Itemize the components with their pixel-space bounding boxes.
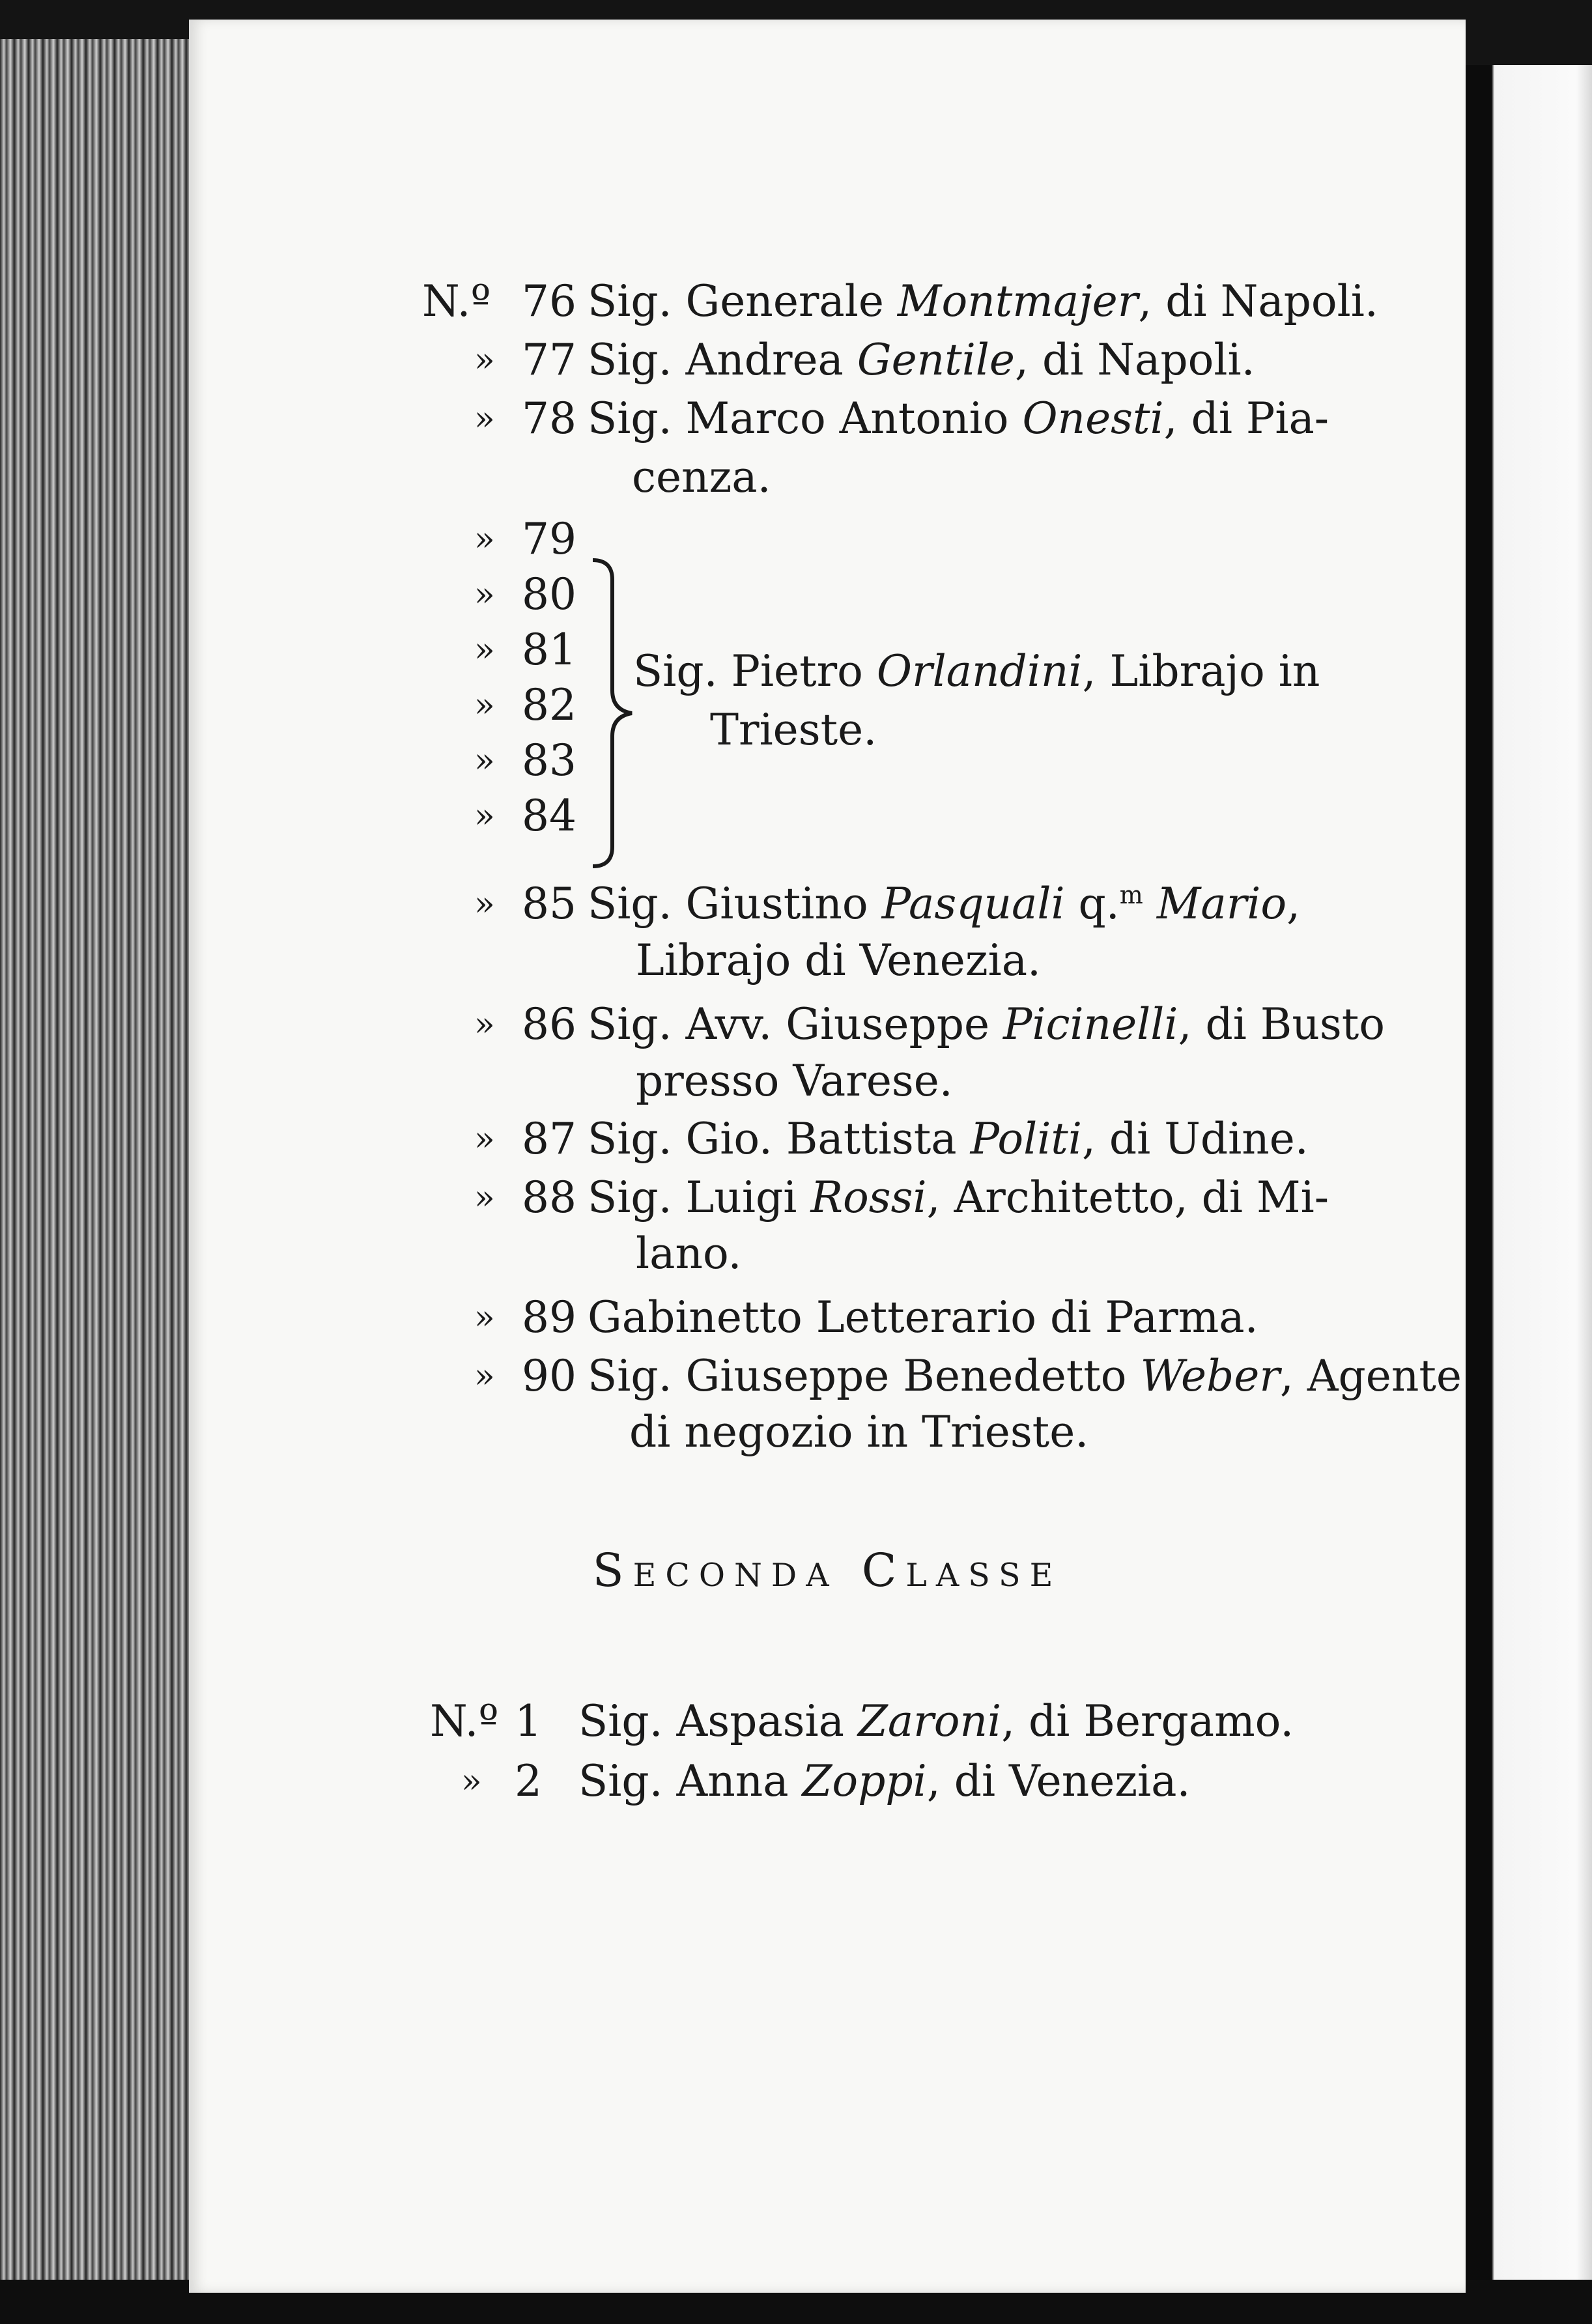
- entry-text: Sig. Marco Antonio Onesti, di Pia-: [588, 393, 1329, 444]
- ditto-mark: »: [474, 520, 495, 559]
- entry-text: Sig. Avv. Giuseppe Picinelli, di Busto: [588, 999, 1385, 1049]
- grouped-entry-text: Sig. Pietro Orlandini, Librajo in: [633, 646, 1320, 696]
- ditto-mark: »: [474, 1178, 495, 1217]
- entry-prefix: N.º: [430, 1696, 499, 1746]
- entry-number: 83: [522, 735, 576, 786]
- entry-text: Sig. Aspasia Zaroni, di Bergamo.: [578, 1696, 1294, 1746]
- book-page-edges: [0, 39, 189, 2280]
- entry-number: 1: [515, 1696, 542, 1746]
- entry-number: 76: [522, 276, 576, 326]
- entry-text: Sig. Gio. Battista Politi, di Udine.: [588, 1114, 1309, 1164]
- entry-text: Sig. Andrea Gentile, di Napoli.: [588, 335, 1255, 385]
- entry-text: Sig. Luigi Rossi, Architetto, di Mi-: [588, 1172, 1329, 1223]
- entry-continuation: Librajo di Venezia.: [636, 935, 1042, 985]
- subscriber-list: [189, 20, 1466, 2293]
- entry-number: 90: [522, 1351, 576, 1401]
- entry-continuation: presso Varese.: [636, 1056, 953, 1106]
- facing-page-edge: [1466, 65, 1592, 2306]
- ditto-mark: »: [461, 1762, 482, 1801]
- section-heading: Seconda Classe: [592, 1544, 1062, 1597]
- entry-continuation: cenza.: [632, 452, 771, 502]
- ditto-mark: »: [474, 686, 495, 725]
- ditto-mark: »: [474, 797, 495, 836]
- entry-number: 86: [522, 999, 576, 1049]
- entry-number: 82: [522, 680, 576, 730]
- ditto-mark: »: [474, 575, 495, 614]
- ditto-mark: »: [474, 1005, 495, 1044]
- entry-number: 2: [515, 1756, 542, 1806]
- entry-text: Sig. Giustino Pasquali q.$^m$ Mario,: [588, 879, 1301, 929]
- ditto-mark: »: [474, 885, 495, 924]
- entry-number: 88: [522, 1172, 576, 1223]
- ditto-mark: »: [474, 1357, 495, 1396]
- entry-number: 77: [522, 335, 576, 385]
- ditto-mark: »: [474, 741, 495, 780]
- entry-text: Sig. Generale Montmajer, di Napoli.: [588, 276, 1378, 326]
- entry-text: Sig. Giuseppe Benedetto Weber, Agente: [588, 1351, 1462, 1401]
- grouped-entry-continuation: Trieste.: [710, 705, 877, 755]
- entry-number: 78: [522, 393, 576, 444]
- ditto-mark: »: [474, 1298, 495, 1337]
- entry-prefix: N.º: [422, 276, 491, 326]
- entry-number: 80: [522, 569, 576, 619]
- entry-continuation: lano.: [636, 1228, 742, 1279]
- curly-brace-icon: [580, 554, 638, 873]
- entry-text: Sig. Anna Zoppi, di Venezia.: [578, 1756, 1191, 1806]
- entry-number: 84: [522, 791, 576, 841]
- ditto-mark: »: [474, 399, 495, 438]
- ditto-mark: »: [474, 1120, 495, 1159]
- entry-number: 89: [522, 1292, 576, 1342]
- entry-number: 79: [522, 514, 576, 564]
- entry-number: 81: [522, 625, 576, 675]
- entry-number: 87: [522, 1114, 576, 1164]
- ditto-mark: »: [474, 631, 495, 670]
- entry-continuation: di negozio in Trieste.: [629, 1407, 1089, 1457]
- book-page: [189, 20, 1466, 2293]
- entry-number: 85: [522, 879, 576, 929]
- entry-text: Gabinetto Letterario di Parma.: [588, 1292, 1258, 1342]
- ditto-mark: »: [474, 341, 495, 380]
